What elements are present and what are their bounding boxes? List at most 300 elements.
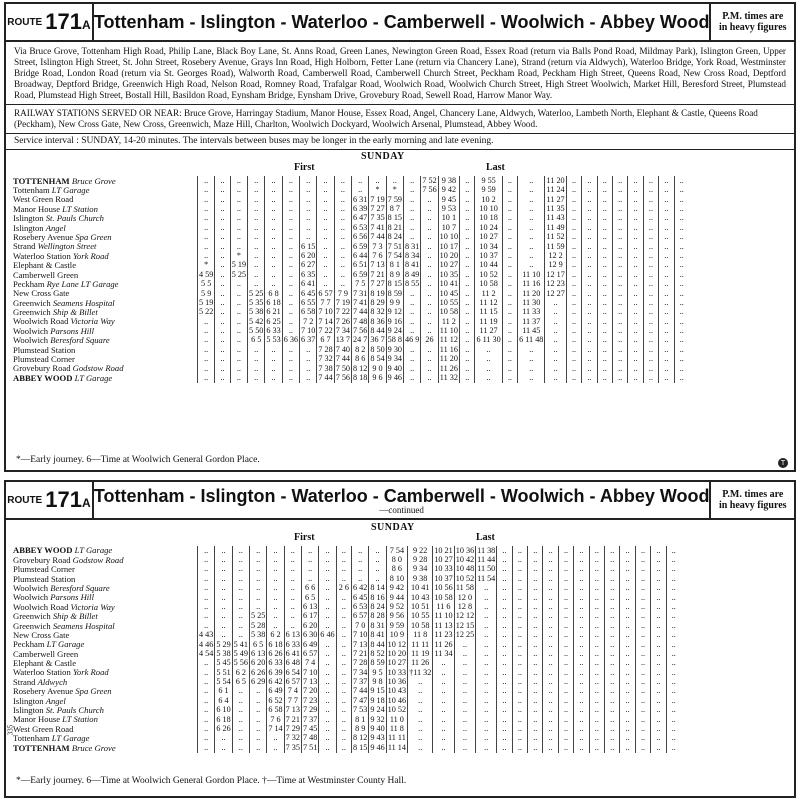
table-row <box>12 659 681 668</box>
time-cell: .. <box>635 743 650 752</box>
time-cell: .. <box>334 204 351 213</box>
time-cell: 7 50 <box>335 363 351 373</box>
time-cell: 6 59 <box>353 269 368 279</box>
time-cell: .. <box>433 715 454 724</box>
table-row <box>12 270 689 279</box>
time-cell: 10 37 <box>434 573 453 583</box>
time-cell: .. <box>582 270 597 279</box>
time-cell: .. <box>659 364 674 373</box>
timetable-panel-inbound <box>4 480 796 798</box>
time-cell: 7 35 <box>285 742 300 752</box>
table-row <box>12 364 689 373</box>
day-label: SUNDAY <box>361 151 405 163</box>
time-cell: .. <box>635 687 650 696</box>
time-cell: .. <box>497 546 512 555</box>
time-cell: .. <box>543 565 558 574</box>
stop-name-detail: Aldwych <box>37 677 68 687</box>
time-cell: 11 2 <box>438 317 459 326</box>
time-cell: .. <box>543 555 558 564</box>
time-cell: .. <box>460 345 475 354</box>
time-cell: .. <box>232 621 249 630</box>
time-cell: .. <box>597 336 612 345</box>
time-cell: 5 54 <box>216 677 231 687</box>
time-cell: .. <box>528 668 543 677</box>
time-cell: .. <box>198 565 215 574</box>
stop-name-detail: LT Garage <box>46 639 85 650</box>
time-cell: 7 56 <box>422 185 437 195</box>
time-cell: 8 54 <box>370 354 385 364</box>
time-cell: .. <box>528 565 543 574</box>
table-row <box>12 555 681 564</box>
time-cell: 6 33 <box>268 658 283 668</box>
stop-name <box>12 195 198 204</box>
table-row <box>12 242 689 251</box>
time-cell: .. <box>566 289 581 298</box>
stop-name-primary: Manor House <box>13 715 63 725</box>
time-cell: 6 59 <box>353 241 368 251</box>
time-cell: 11 52 <box>546 232 565 242</box>
time-cell: .. <box>198 251 215 260</box>
time-cell: .. <box>558 734 573 743</box>
time-cell: .. <box>605 706 620 715</box>
time-cell: 5 35 <box>249 297 264 307</box>
time-cell: .. <box>198 364 215 373</box>
time-cell: .. <box>635 659 650 668</box>
time-cell: .. <box>558 621 573 630</box>
stop-name-detail: Victoria Way <box>70 602 115 612</box>
time-cell: 6 49 <box>268 686 283 696</box>
time-cell: .. <box>319 649 336 658</box>
time-cell: .. <box>476 724 497 733</box>
time-cell: .. <box>249 706 266 715</box>
stop-name <box>12 696 198 705</box>
time-cell: .. <box>369 565 386 574</box>
time-cell: 5 38 <box>250 630 266 640</box>
time-cell: .. <box>317 233 334 242</box>
time-cell: .. <box>198 186 215 195</box>
time-cell: .. <box>628 308 643 317</box>
timetable-outbound <box>12 176 689 383</box>
time-cell: .. <box>215 373 230 382</box>
stop-name-detail: LT Station <box>62 204 98 214</box>
time-cell: .. <box>319 602 336 611</box>
time-cell: .. <box>558 668 573 677</box>
stop-name <box>12 242 198 251</box>
time-cell: .. <box>319 743 336 752</box>
time-cell: .. <box>512 593 527 602</box>
time-cell: 36 7 <box>370 335 385 345</box>
time-cell: 5 25 <box>250 611 266 621</box>
time-cell: .. <box>566 261 581 270</box>
time-cell: .. <box>528 649 543 658</box>
time-cell: .. <box>651 706 666 715</box>
time-cell: 11 20 <box>439 354 458 364</box>
time-cell: 11 19 <box>408 649 433 658</box>
time-cell: .. <box>230 326 247 335</box>
time-cell: .. <box>502 186 517 195</box>
time-cell: 6 15 <box>301 241 316 251</box>
time-cell: .. <box>605 640 620 649</box>
time-cell: 6 56 <box>353 232 368 242</box>
time-cell: .. <box>421 223 438 232</box>
time-cell: .. <box>659 176 674 185</box>
time-cell: .. <box>404 345 421 354</box>
time-cell: .. <box>566 176 581 185</box>
time-cell: .. <box>512 687 527 696</box>
time-cell: .. <box>558 706 573 715</box>
time-cell: .. <box>232 593 249 602</box>
time-cell: .. <box>497 715 512 724</box>
time-cell: 7 47 <box>353 695 368 705</box>
time-cell: 9 18 <box>370 695 385 705</box>
time-cell: .. <box>512 677 527 686</box>
time-cell: 9 34 <box>408 565 433 574</box>
time-cell: .. <box>502 242 517 251</box>
time-cell: .. <box>198 195 215 204</box>
time-cell: .. <box>215 565 232 574</box>
stop-name-primary: Woolwich <box>13 592 51 603</box>
time-cell: .. <box>666 555 681 564</box>
time-cell: 10 7 <box>438 223 459 232</box>
time-cell: .. <box>674 214 689 223</box>
time-cell: .. <box>454 677 475 686</box>
time-cell: 6 20 <box>301 250 316 260</box>
time-cell: 11 10 <box>518 270 545 279</box>
stop-name-primary: Camberwell Green <box>13 649 79 659</box>
time-cell: .. <box>334 251 351 260</box>
time-cell: .. <box>558 584 573 593</box>
time-cell: .. <box>300 355 317 364</box>
time-cell: 6 5 <box>301 593 318 602</box>
time-cell: .. <box>249 724 266 733</box>
stop-name-detail: LT Garage <box>51 185 90 195</box>
time-cell: 7 19 <box>335 297 351 307</box>
stop-name-primary: Greenwich <box>13 621 53 631</box>
time-cell: .. <box>612 233 627 242</box>
time-cell: .. <box>512 649 527 658</box>
stop-name <box>12 261 198 270</box>
stop-name-detail: LT Garage <box>51 733 90 744</box>
time-cell: 11 38 <box>477 545 496 555</box>
time-cell: .. <box>635 612 650 621</box>
stop-name-detail: Wellington Street <box>37 241 97 252</box>
time-cell: .. <box>265 364 282 373</box>
time-cell: .. <box>284 602 301 611</box>
stop-name-primary: Islington <box>13 696 46 706</box>
time-cell: .. <box>230 233 247 242</box>
time-cell: .. <box>666 734 681 743</box>
time-cell: .. <box>643 364 658 373</box>
time-cell: .. <box>589 565 604 574</box>
time-cell: .. <box>659 242 674 251</box>
time-cell: * <box>386 186 403 195</box>
time-cell: 10 48 <box>455 564 475 574</box>
time-cell: .. <box>336 734 351 743</box>
time-cell: .. <box>545 308 566 317</box>
time-cell: .. <box>336 659 351 668</box>
time-cell: .. <box>230 176 247 185</box>
time-cell: 7 27 <box>370 203 385 213</box>
time-cell: .. <box>198 659 215 668</box>
time-cell: 11 6 <box>433 602 454 611</box>
stop-name-detail: Seamens Hospital <box>52 298 115 308</box>
time-cell: .. <box>666 612 681 621</box>
time-cell: 8 36 <box>370 316 385 326</box>
time-cell: 5 25 <box>249 288 264 298</box>
time-cell: .. <box>215 261 230 270</box>
time-cell: .. <box>460 242 475 251</box>
stop-name <box>12 336 198 345</box>
time-cell: .. <box>651 687 666 696</box>
time-cell: .. <box>597 326 612 335</box>
time-cell: 5 51 <box>216 667 231 677</box>
time-cell: .. <box>659 308 674 317</box>
table-row <box>12 621 681 630</box>
time-cell: 7 10 <box>302 667 318 677</box>
time-cell: .. <box>620 649 635 658</box>
time-cell: .. <box>643 298 658 307</box>
time-cell: .. <box>635 631 650 640</box>
stop-name-detail: Godstow Road <box>72 364 124 374</box>
time-cell: .. <box>518 186 545 195</box>
time-cell: 9 42 <box>386 584 407 593</box>
stop-name <box>12 574 198 583</box>
time-cell: .. <box>589 546 604 555</box>
route-header-continued <box>6 482 794 520</box>
time-cell: .. <box>267 574 284 583</box>
time-cell: 10 58 <box>439 307 459 317</box>
time-cell: 9 46 <box>387 373 402 383</box>
time-cell: 6 18 <box>266 297 281 307</box>
time-cell: .. <box>512 584 527 593</box>
time-cell: 9 55 <box>475 176 502 185</box>
time-cell: .. <box>230 280 247 289</box>
time-cell: 11 20 <box>546 175 565 185</box>
time-cell: .. <box>334 176 351 185</box>
time-cell: .. <box>674 345 689 354</box>
time-cell: 9 9 <box>386 298 403 307</box>
time-cell: .. <box>319 621 336 630</box>
time-cell: .. <box>319 687 336 696</box>
time-cell: .. <box>518 251 545 260</box>
time-cell: .. <box>635 724 650 733</box>
time-cell: .. <box>267 565 284 574</box>
time-cell: .. <box>215 242 230 251</box>
time-cell: .. <box>512 715 527 724</box>
time-cell: .. <box>651 584 666 593</box>
time-cell: .. <box>248 355 265 364</box>
time-cell: .. <box>408 734 433 743</box>
time-cell: 9 44 <box>386 593 407 602</box>
time-cell: 7 56 <box>353 326 368 336</box>
time-cell: .. <box>643 317 658 326</box>
time-cell: 10 18 <box>475 214 502 223</box>
time-cell: .. <box>605 621 620 630</box>
time-cell: .. <box>230 317 247 326</box>
time-cell: 7 13 <box>370 260 385 270</box>
time-cell: .. <box>651 743 666 752</box>
stop-name-primary: Elephant & Castle <box>13 260 77 271</box>
time-cell: .. <box>518 204 545 213</box>
stop-name <box>12 233 198 242</box>
time-cell: .. <box>628 336 643 345</box>
time-cell: 10 27 <box>439 260 459 270</box>
time-cell: .. <box>336 631 351 640</box>
time-cell: 11 49 <box>546 222 565 232</box>
footnote-outbound: *—Early journey. 6—Time at Woolwich General Gordon Place. <box>16 455 260 465</box>
time-cell: .. <box>334 280 351 289</box>
time-cell: .. <box>597 345 612 354</box>
time-cell: .. <box>674 373 689 382</box>
time-cell: .. <box>267 584 284 593</box>
time-cell: .. <box>282 280 299 289</box>
time-cell: .. <box>589 612 604 621</box>
time-cell: 10 10 <box>475 204 502 213</box>
route-label: ROUTE <box>7 494 43 506</box>
time-cell: 7 52 <box>422 175 437 185</box>
stop-name-primary: Grovebury Road <box>13 555 73 565</box>
time-cell: .. <box>319 612 336 621</box>
time-cell: .. <box>198 355 215 364</box>
time-cell: 10 58 <box>475 280 502 289</box>
route-label: ROUTE <box>7 16 43 28</box>
time-cell: .. <box>628 176 643 185</box>
route-suffix: A <box>81 18 91 32</box>
time-cell: 10 20 <box>439 250 459 260</box>
time-cell: .. <box>198 233 215 242</box>
time-cell: .. <box>643 195 658 204</box>
time-cell: 7 35 <box>370 213 385 223</box>
last-label: Last <box>476 532 495 543</box>
time-cell: .. <box>643 326 658 335</box>
time-cell: .. <box>267 555 284 564</box>
time-cell: .. <box>635 649 650 658</box>
time-cell: 6 26 <box>268 648 283 658</box>
time-cell: 9 38 <box>408 574 433 583</box>
pm-note-line1: P.M. times are <box>722 10 784 22</box>
time-cell: .. <box>421 242 438 251</box>
time-cell: .. <box>248 280 265 289</box>
time-cell: .. <box>248 270 265 279</box>
time-cell: .. <box>421 214 438 223</box>
time-cell: .. <box>566 214 581 223</box>
time-cell: 8 31 <box>370 620 385 630</box>
time-cell: 10 34 <box>475 242 502 251</box>
time-cell: .. <box>643 214 658 223</box>
time-cell: .. <box>666 640 681 649</box>
stop-name-detail: LT Garage <box>72 546 113 556</box>
time-cell: 7 48 <box>353 316 368 326</box>
time-cell: 6 10 <box>216 705 231 715</box>
time-cell: .. <box>215 308 230 317</box>
time-cell: 6 35 <box>301 269 316 279</box>
time-cell: .. <box>512 743 527 752</box>
time-cell: 8 12 <box>353 733 368 743</box>
time-cell: .. <box>284 574 301 583</box>
route-title-box <box>94 482 712 518</box>
time-cell: 11 27 <box>546 194 565 204</box>
time-cell: 8 41 <box>405 260 420 270</box>
time-cell: 11 24 <box>546 185 565 195</box>
time-cell: .. <box>528 743 543 752</box>
time-cell: .. <box>336 706 351 715</box>
time-cell: .. <box>643 373 658 382</box>
time-cell: .. <box>612 176 627 185</box>
time-cell: .. <box>589 574 604 583</box>
time-cell: .. <box>230 223 247 232</box>
time-cell: 6 58 <box>268 705 283 715</box>
time-cell: 9 8 <box>369 677 386 686</box>
time-cell: .. <box>215 355 230 364</box>
stop-name <box>12 176 198 185</box>
time-cell: .. <box>408 743 433 752</box>
time-cell: .. <box>659 373 674 382</box>
time-cell: .. <box>543 612 558 621</box>
time-cell: .. <box>460 336 475 345</box>
time-cell: .. <box>620 593 635 602</box>
time-cell: .. <box>589 696 604 705</box>
time-cell: .. <box>528 612 543 621</box>
stop-name-detail: Angel <box>45 223 66 233</box>
route-header <box>6 4 794 42</box>
time-cell: 10 43 <box>408 593 433 602</box>
time-cell: 6 13 <box>302 601 318 611</box>
time-cell: .. <box>230 289 247 298</box>
time-cell: .. <box>300 186 317 195</box>
table-row <box>12 317 689 326</box>
stop-name-primary: West Green Road <box>13 195 74 205</box>
time-cell: .. <box>300 373 317 382</box>
table-row <box>12 668 681 677</box>
time-cell: .. <box>198 336 215 345</box>
time-cell: .. <box>659 223 674 232</box>
time-cell: 6 58 <box>301 307 316 317</box>
time-cell: .. <box>319 555 336 564</box>
time-cell: .. <box>674 289 689 298</box>
time-cell: 6 45 <box>301 288 316 298</box>
time-cell: .. <box>582 195 597 204</box>
time-cell: .. <box>476 706 497 715</box>
time-cell: 7 20 <box>302 686 318 696</box>
time-cell: 58 8 <box>387 335 402 345</box>
time-cell: 8 55 <box>405 279 420 289</box>
time-cell: .. <box>284 612 301 621</box>
time-cell: .. <box>574 668 589 677</box>
time-cell: .. <box>674 280 689 289</box>
time-cell: .. <box>582 251 597 260</box>
time-cell: .. <box>265 195 282 204</box>
stop-name-detail: Rye Lane LT Garage <box>46 279 119 289</box>
table-row <box>12 204 689 213</box>
roundel-icon: T <box>778 458 788 468</box>
time-cell: .. <box>408 687 433 696</box>
time-cell: .. <box>198 593 215 602</box>
time-cell: 7 51 <box>387 241 402 251</box>
table-row <box>12 584 681 593</box>
time-cell: .. <box>502 345 517 354</box>
time-cell: 7 34 <box>335 326 351 336</box>
time-cell: .. <box>528 621 543 630</box>
time-cell: .. <box>404 176 421 185</box>
time-cell: .. <box>666 715 681 724</box>
time-cell: .. <box>433 706 454 715</box>
time-cell: 8 29 <box>370 297 385 307</box>
time-cell: .. <box>421 317 438 326</box>
time-cell: .. <box>433 696 454 705</box>
time-cell: 7 10 <box>318 307 333 317</box>
time-cell: 7 26 <box>335 316 351 326</box>
stop-name-detail: Beresford Square <box>50 583 110 593</box>
